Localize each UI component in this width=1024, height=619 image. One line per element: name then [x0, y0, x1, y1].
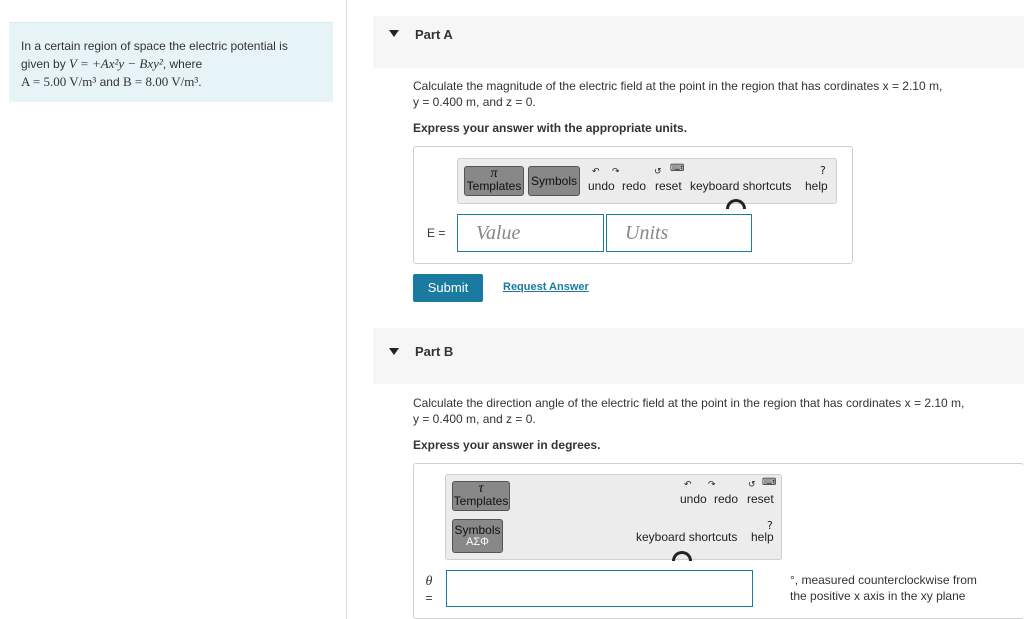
column-divider [346, 0, 347, 619]
part-b-title: Part B [415, 344, 454, 359]
problem-line-3: A = 5.00 V/m³ and B = 8.00 V/m³. [21, 74, 202, 89]
reset-icon[interactable]: ↺ [654, 167, 662, 177]
constant-b: B = 8.00 V/m³ [122, 74, 199, 89]
symbols-button[interactable]: Symbols AΣΦ [452, 519, 503, 553]
part-a-title: Part A [415, 27, 453, 42]
part-b-header[interactable] [373, 328, 1024, 384]
potential-formula: V = +Ax²y − Bxy² [69, 56, 163, 71]
sigma-icon: AΣΦ [466, 536, 489, 548]
angle-input[interactable] [446, 570, 753, 607]
undo-icon[interactable]: ↶ [592, 167, 600, 177]
part-a-instruction: Express your answer with the appropriate units. [413, 121, 688, 135]
loading-arc-icon [726, 199, 746, 209]
problem-line-1: In a certain region of space the electric potential is [21, 39, 288, 53]
templates-button[interactable]: τ Templates [452, 481, 510, 511]
problem-statement [9, 22, 333, 102]
reset-button[interactable]: reset [655, 179, 682, 193]
keyboard-icon[interactable]: ⌨ [670, 163, 685, 174]
constant-a: A = 5.00 V/m³ [21, 74, 97, 89]
redo-icon[interactable]: ↷ [612, 167, 620, 177]
reset-button[interactable]: reset [747, 492, 774, 506]
part-a-toolbar [457, 158, 837, 204]
part-b-question: Calculate the direction angle of the electric field at the point in the region that has cordinates x = 2.10 m, y = 0.400 m, and z = 0. [413, 396, 965, 426]
units-input[interactable]: Units [606, 214, 752, 252]
keyboard-shortcuts-button[interactable]: keyboard shortcuts [636, 530, 738, 544]
templates-button[interactable]: π Templates [464, 166, 524, 196]
keyboard-icon[interactable]: ⌨ [762, 477, 777, 488]
part-a-answer-box [413, 146, 853, 264]
undo-button[interactable]: undo [680, 492, 707, 506]
part-a-question: Calculate the magnitude of the electric field at the point in the region that has cordinates x = 2.10 m, y = 0.400 m, and z = 0. [413, 79, 943, 109]
redo-button[interactable]: redo [622, 179, 647, 193]
help-button[interactable]: help [805, 179, 828, 193]
part-a-header[interactable] [373, 16, 1024, 68]
theta-input-label: θ = [425, 574, 433, 605]
reset-icon[interactable]: ↺ [748, 480, 756, 490]
help-icon[interactable]: ? [767, 519, 773, 532]
redo-icon[interactable]: ↷ [708, 480, 716, 490]
part-b-answer-box [413, 463, 1024, 619]
submit-button[interactable]: Submit [413, 274, 483, 302]
help-icon[interactable]: ? [820, 164, 826, 177]
undo-button[interactable]: undo [588, 179, 615, 193]
help-button[interactable]: help [751, 530, 774, 544]
undo-icon[interactable]: ↶ [684, 480, 692, 490]
tau-icon: τ [478, 481, 484, 496]
keyboard-shortcuts-button[interactable]: keyboard shortcuts [690, 179, 792, 193]
loading-arc-icon [672, 551, 692, 561]
collapse-triangle-icon[interactable] [389, 30, 399, 37]
redo-button[interactable]: redo [714, 492, 739, 506]
request-answer-link[interactable]: Request Answer [503, 281, 589, 293]
part-b-toolbar [445, 474, 782, 560]
part-b-instruction: Express your answer in degrees. [413, 438, 601, 452]
problem-line-2: given by V = +Ax²y − Bxy², where [21, 56, 203, 71]
angle-unit-description: °, measured counterclockwise from the positive x axis in the xy plane [790, 573, 977, 603]
value-input[interactable]: Value [457, 214, 604, 252]
pi-icon: π [490, 166, 498, 181]
e-input-label: E = [427, 226, 446, 240]
symbols-button[interactable]: Symbols [528, 166, 580, 196]
collapse-triangle-icon[interactable] [389, 348, 399, 355]
